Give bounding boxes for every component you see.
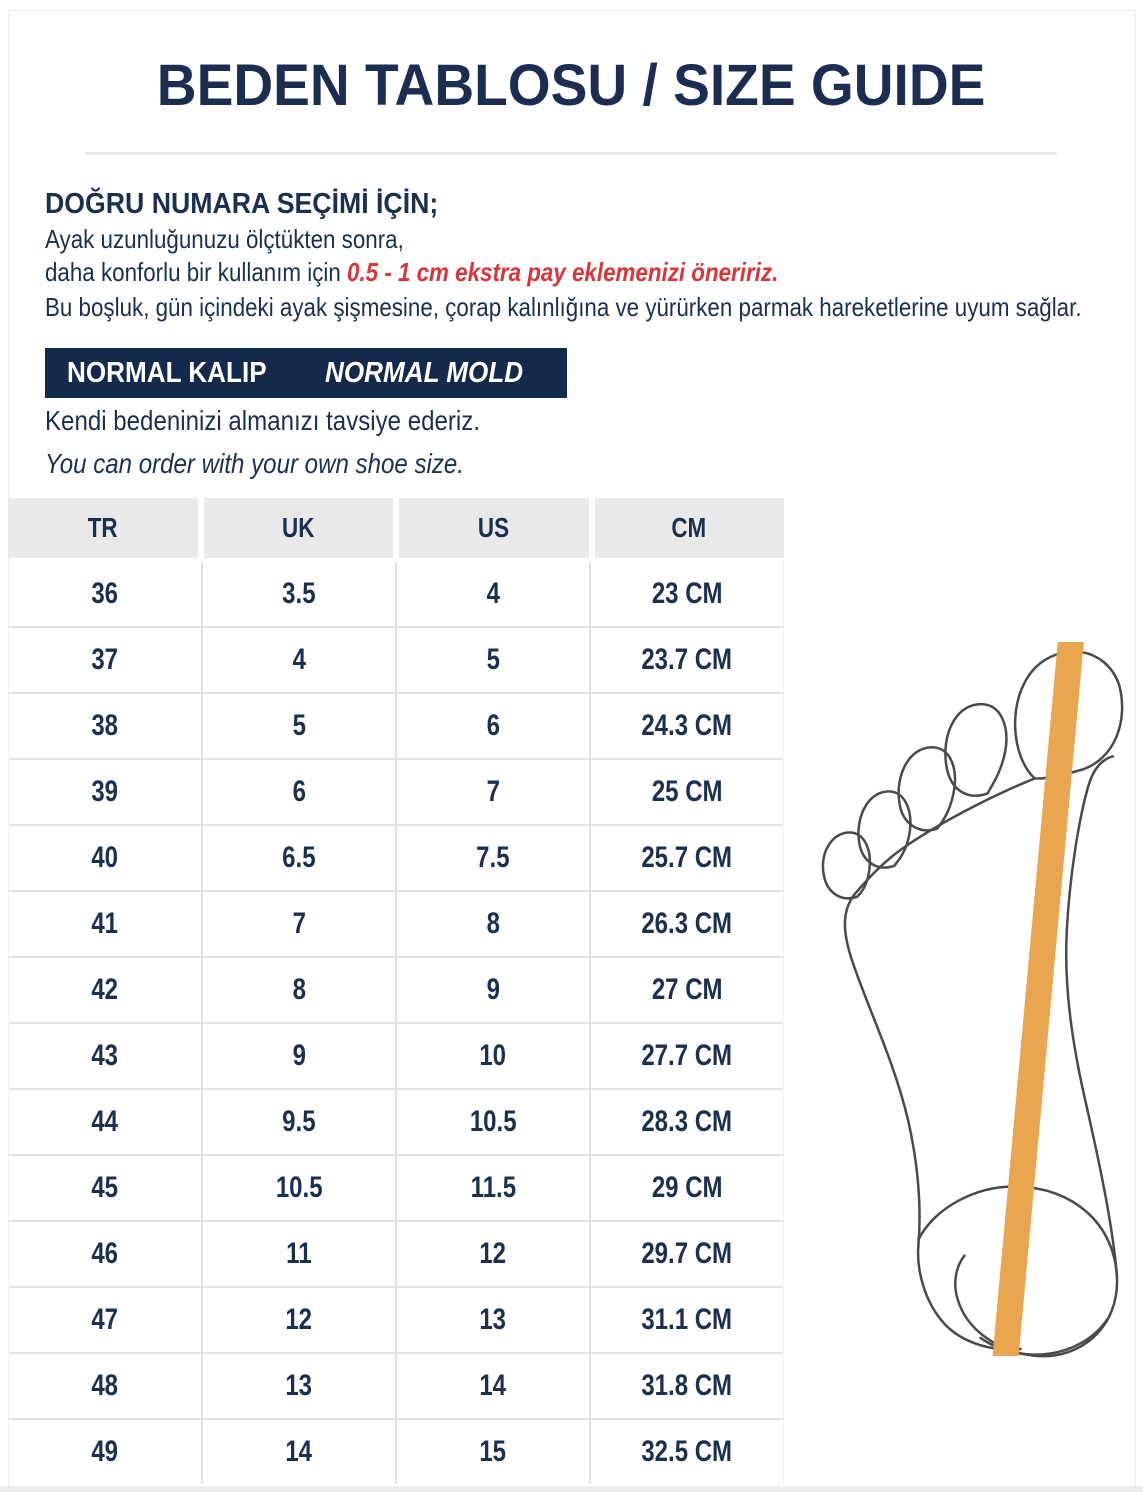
size-cell: 40 xyxy=(9,826,201,890)
size-cell: 36 xyxy=(9,562,201,626)
size-cell: 44 xyxy=(9,1090,201,1154)
size-cell: 37 xyxy=(9,628,201,692)
size-cell: 41 xyxy=(9,892,201,956)
size-cell: 11.5 xyxy=(397,1156,589,1220)
size-table-header-row xyxy=(8,498,784,558)
size-cell: 14 xyxy=(397,1354,589,1418)
size-cell: 24.3 CM xyxy=(591,694,783,758)
size-cell: 12 xyxy=(203,1288,395,1352)
size-cell: 9 xyxy=(203,1024,395,1088)
intro-line-1: Ayak uzunluğunuzu ölçtükten sonra, xyxy=(45,224,404,254)
size-cell: 43 xyxy=(9,1024,201,1088)
size-cell: 7 xyxy=(397,760,589,824)
intro-line-2 xyxy=(45,257,898,288)
size-cell: 29 CM xyxy=(591,1156,783,1220)
size-cell: 27 CM xyxy=(591,958,783,1022)
size-cell: 29.7 CM xyxy=(591,1222,783,1286)
size-cell: 5 xyxy=(397,628,589,692)
intro-line-3: Bu boşluk, gün içindeki ayak şişmesine, çorap kalınlığına ve yürürken parmak hareketlerine uyum sağlar. xyxy=(45,292,1082,322)
size-cell: 10.5 xyxy=(203,1156,395,1220)
intro-heading: DOĞRU NUMARA SEÇİMİ İÇİN; xyxy=(45,188,439,220)
advice-text-en: You can order with your own shoe size. xyxy=(45,448,464,479)
size-cell: 45 xyxy=(9,1156,201,1220)
size-cell: 11 xyxy=(203,1222,395,1286)
size-cell: 4 xyxy=(397,562,589,626)
size-cell: 9 xyxy=(397,958,589,1022)
size-cell: 23.7 CM xyxy=(591,628,783,692)
size-cell: 46 xyxy=(9,1222,201,1286)
size-cell: 6 xyxy=(203,760,395,824)
size-cell: 32.5 CM xyxy=(591,1420,783,1484)
size-cell: 25.7 CM xyxy=(591,826,783,890)
foot-outline-sketch xyxy=(823,651,1122,1356)
size-cell: 47 xyxy=(9,1288,201,1352)
size-cell: 25 CM xyxy=(591,760,783,824)
size-cell: 14 xyxy=(203,1420,395,1484)
size-cell: 10 xyxy=(397,1024,589,1088)
foot-illustration xyxy=(782,628,1143,1370)
badge-normal-kalip: NORMAL KALIP xyxy=(45,348,311,398)
size-cell: 28.3 CM xyxy=(591,1090,783,1154)
size-cell: 6.5 xyxy=(203,826,395,890)
size-cell: 7 xyxy=(203,892,395,956)
size-cell: 38 xyxy=(9,694,201,758)
table-bottom-edge xyxy=(0,1486,1143,1492)
size-cell: 12 xyxy=(397,1222,589,1286)
page-title: BEDEN TABLOSU / SIZE GUIDE xyxy=(157,53,986,118)
size-cell: 5 xyxy=(203,694,395,758)
intro-line-2-prefix: daha konforlu bir kullanım için xyxy=(45,257,348,287)
intro-line-2-highlight: 0.5 - 1 cm ekstra pay eklemenizi öneririz. xyxy=(347,257,779,287)
page-title-wrap xyxy=(0,52,1143,119)
size-table xyxy=(8,498,784,1484)
size-cell: 48 xyxy=(9,1354,201,1418)
advice-text-tr: Kendi bedeninizi almanızı tavsiye ederiz. xyxy=(45,405,481,436)
size-cell: 26.3 CM xyxy=(591,892,783,956)
size-cell: 15 xyxy=(397,1420,589,1484)
size-cell: 6 xyxy=(397,694,589,758)
size-table-body xyxy=(8,562,784,1484)
column-header-tr: TR xyxy=(8,498,198,558)
size-cell: 31.1 CM xyxy=(591,1288,783,1352)
size-cell: 13 xyxy=(203,1354,395,1418)
size-cell: 3.5 xyxy=(203,562,395,626)
column-header-us: US xyxy=(399,498,589,558)
size-cell: 10.5 xyxy=(397,1090,589,1154)
size-cell: 23 CM xyxy=(591,562,783,626)
size-cell: 39 xyxy=(9,760,201,824)
size-cell: 42 xyxy=(9,958,201,1022)
size-cell: 4 xyxy=(203,628,395,692)
size-cell: 13 xyxy=(397,1288,589,1352)
size-cell: 8 xyxy=(203,958,395,1022)
title-divider xyxy=(85,152,1057,155)
size-cell: 31.8 CM xyxy=(591,1354,783,1418)
badge-normal-mold: NORMAL MOLD xyxy=(303,348,567,398)
size-cell: 7.5 xyxy=(397,826,589,890)
size-cell: 49 xyxy=(9,1420,201,1484)
size-cell: 8 xyxy=(397,892,589,956)
size-cell: 9.5 xyxy=(203,1090,395,1154)
size-cell: 27.7 CM xyxy=(591,1024,783,1088)
column-header-uk: UK xyxy=(204,498,394,558)
column-header-cm: CM xyxy=(595,498,785,558)
